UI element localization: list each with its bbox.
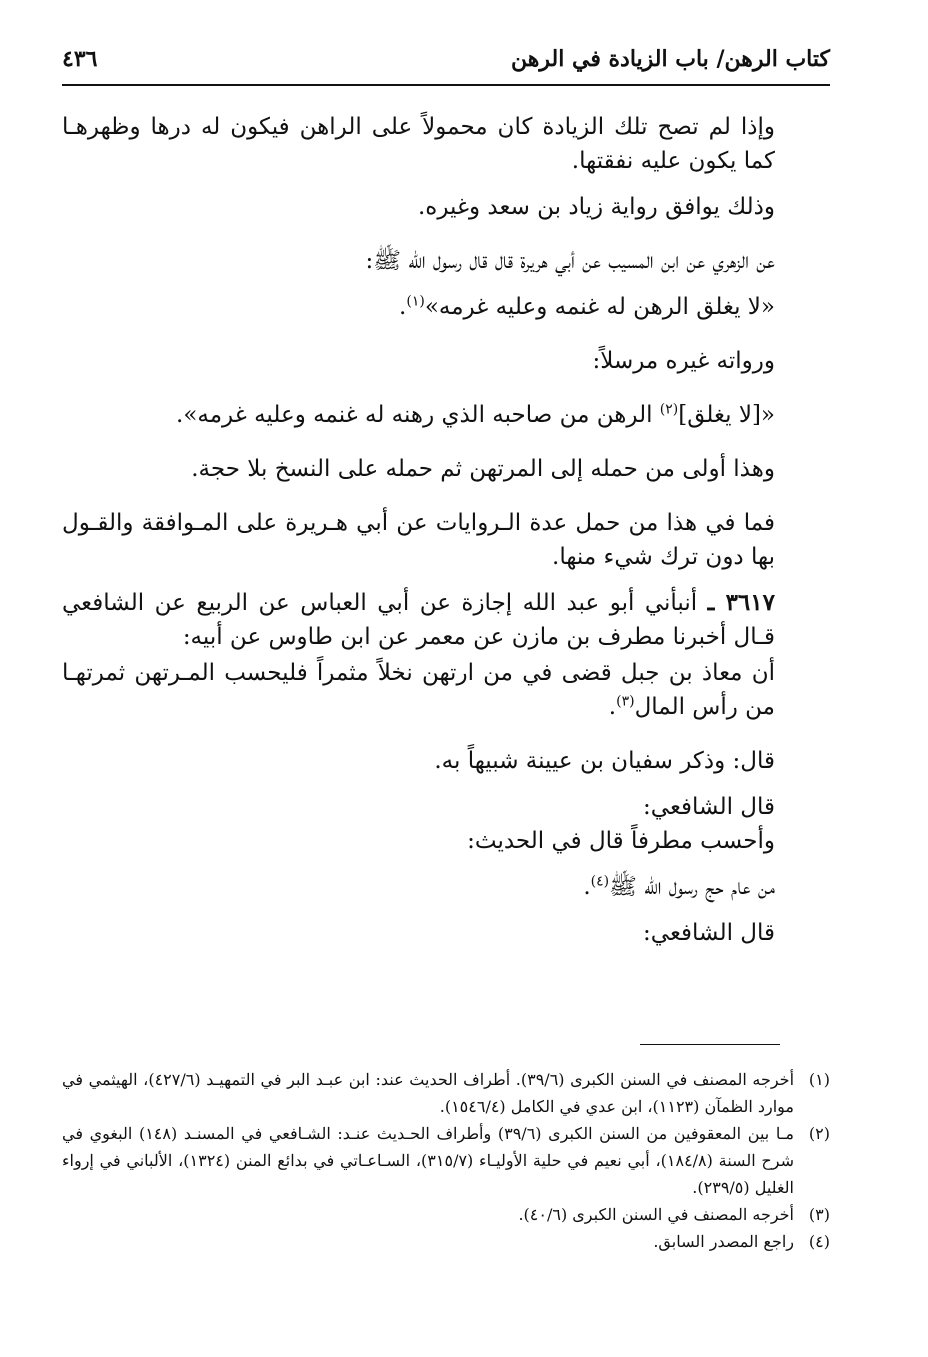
- paragraph-12: قال الشافعي:: [643, 794, 775, 820]
- hadith-quote-2: الرهن من صاحبه الذي رهنه له غنمه وعليه غرمه».: [176, 402, 653, 428]
- paragraph-9: [62, 586, 830, 654]
- footnote-ref-1: (١): [406, 293, 425, 310]
- footnote-2: [62, 1120, 830, 1201]
- bracket-text: «[لا يغلق]: [678, 402, 775, 428]
- footnote-number: (١): [808, 1070, 830, 1089]
- period: .: [583, 874, 591, 900]
- paragraph-8: فما في هذا من حمل عدة الـروايات عن أبي هـريرة على المـوافقة والقـول بها دون ترك شيء منها.: [62, 510, 775, 570]
- footnote-text: أخرجه المصنف في السنن الكبرى (٤٠/٦).: [518, 1205, 794, 1224]
- period: .: [399, 294, 407, 320]
- footnote-text: مـا بين المعقوفين من السنن الكبرى (٣٩/٦) وأطراف الحـديث عنـد: الشـافعي في المسنـد (١٤٨) البغوي في شرح السنة (١٨٤/٨)، أبي نعيم في حلية الأوليـاء (٣١٥/٧)، السـاعـاتي في بدائع المنن (١٣٢٤)، الألباني في إرواء الغليل (٢٣٩/٥).: [62, 1124, 794, 1197]
- paragraph-2: وذلك يوافق رواية زياد بن سعد وغيره.: [417, 194, 775, 220]
- page-number: ٤٣٦: [62, 46, 98, 72]
- footnote-ref-2: (٢): [659, 401, 679, 418]
- footnote-3: [62, 1201, 830, 1228]
- hadith-text-2: من عام حج رسول الله ﷺ: [609, 874, 775, 900]
- paragraph-7: وهذا أولى من حمله إلى المرتهن ثم حمله على النسخ بلا حجة.: [191, 456, 775, 482]
- footnote-ref-3: (٣): [616, 693, 635, 710]
- footnote-1: [62, 1066, 830, 1120]
- paragraph-13: وأحسب مطرفاً قال في الحديث:: [467, 828, 775, 854]
- footnotes: [62, 1066, 830, 1255]
- hadith-chain: أنبأني أبو عبد الله إجازة عن أبي العباس عن الربيع عن الشافعي قـال أخبرنا مطرف بن مازن عن معمر عن ابن طاوس عن أبيه:: [62, 590, 775, 650]
- hadith-number: ٣٦١٧ ـ: [707, 589, 775, 616]
- paragraph-10: [62, 656, 830, 724]
- footnote-number: (٤): [808, 1232, 830, 1251]
- page-header: [62, 40, 830, 86]
- paragraph-3: عن الزهري عن ابن المسيب عن أبي هريرة قال قال رسول الله ﷺ:: [365, 248, 775, 274]
- footnote-4: [62, 1228, 830, 1255]
- paragraph-14: [62, 870, 830, 904]
- footnote-text: راجع المصدر السابق.: [653, 1232, 794, 1251]
- paragraph-1: وإذا لم تصح تلك الزيادة كان محمولاً على الراهن فيكون له درها وظهرهـا كما يكون عليه نفقتها.: [62, 114, 775, 174]
- header-title: كتاب الرهن/ باب الزيادة في الرهن: [511, 46, 830, 72]
- paragraph-4: [62, 290, 830, 324]
- footnote-separator: [640, 1044, 780, 1045]
- paragraph-6: [62, 398, 830, 432]
- body-text: [62, 110, 830, 950]
- hadith-quote-1: «لا يغلق الرهن له غنمه وعليه غرمه»: [424, 294, 775, 320]
- paragraph-15: قال الشافعي:: [643, 920, 775, 946]
- paragraph-5: ورواته غيره مرسلاً:: [592, 348, 775, 374]
- period: .: [608, 694, 617, 720]
- paragraph-11: قال: وذكر سفيان بن عيينة شبيهاً به.: [434, 748, 775, 774]
- footnote-ref-4: (٤): [590, 873, 610, 890]
- footnote-text: أخرجه المصنف في السنن الكبرى (٣٩/٦). أطراف الحديث عند: ابن عبـد البر في التمهيـد (٤٢٧/٦)، الهيثمي في موارد الظمآن (١١٢٣)، ابن عدي في الكامل (١٥٤٦/٤).: [62, 1070, 795, 1116]
- footnote-number: (٣): [808, 1205, 830, 1224]
- footnote-number: (٢): [808, 1124, 830, 1143]
- hadith-text: أن معاذ بن جبل قضى في من ارتهن نخلاً مثمراً فليحسب المـرتهن ثمرتهـا من رأس المال: [62, 660, 775, 720]
